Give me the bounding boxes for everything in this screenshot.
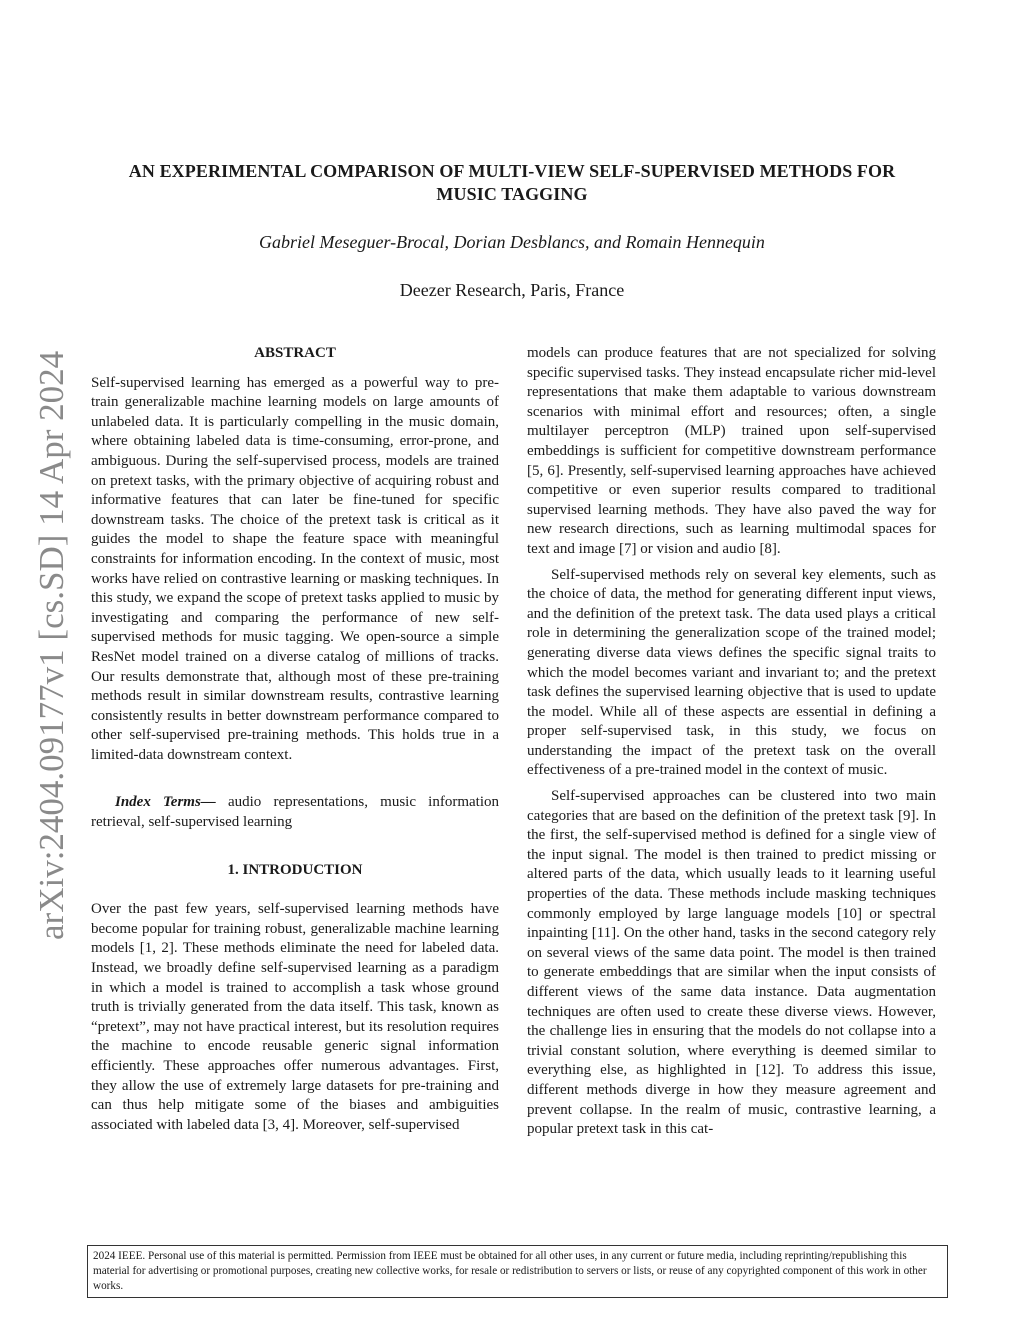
arxiv-identifier-stamp: arXiv:2404.09177v1 [cs.SD] 14 Apr 2024: [32, 350, 71, 940]
introduction-paragraph-2: Self-supervised methods rely on several key elements, such as the choice of data, the method for generating different input views, and the definition of the pretext task. The data used plays a critical role in determining the generalization scope of the trained model; generating diverse data views defines the specific signal traits to which the model becomes variant and invariant to; and the pretext task defines the supervised learning objective that is used to update the model. While all of these aspects are essential in defining a proper self-supervised task, in this study, we focus on understanding the impact of the pretext task on the overall effectiveness of a pre-trained model in the context of music.: [527, 566, 936, 779]
paper-title: [80, 160, 944, 206]
index-terms-text: audio representations, music information retrieval, self-supervised learning: [91, 794, 499, 831]
abstract-text: Self-supervised learning has emerged as a powerful way to pre-train generalizable machine learning models on large amounts of unlabeled data. It is particularly compelling in the music domain, where obtaining labeled data is time-consuming, error-prone, and ambiguous. During the self-supervised process, models are trained on pretext tasks, with the primary objective of acquiring robust and informative features that can later be fine-tuned for specific downstream tasks. The choice of the pretext task is critical as it guides the model to shape the feature space with meaningful constraints for information encoding. In the context of music, most works have relied on contrastive learning or masking techniques. In this study, we expand the scope of pretext tasks applied to music by investigating and comparing the performance of new self-supervised methods for music tagging. We open-source a simple ResNet model trained on a diverse catalog of millions of tracks. Our results demonstrate that, although most of these pre-training methods result in similar downstream results, contrastive learning consistently results in better downstream performance compared to other self-supervised pre-training methods. This holds true in a limited-data downstream context.: [91, 374, 499, 763]
right-column: [527, 344, 936, 1140]
introduction-paragraph-1: Over the past few years, self-supervised learning methods have become popular for training robust, generalizable machine learning models [1, 2]. These methods eliminate the need for labeled data. Instead, we broadly define self-supervised learning as a paradigm in which a model is trained to accomplish a task whose ground truth is trivially generated from the data itself. This task, known as “pretext”, may not have practical interest, but its resolution requires the machine to encode reusable generic signal information efficiently. These approaches offer numerous advantages. First, they allow the use of extremely large datasets for pre-training and can thus help mitigate some of the biases and ambiguities associated with labeled data [3, 4]. Moreover, self-supervised: [91, 901, 499, 1133]
introduction-paragraph-3: Self-supervised approaches can be clustered into two main categories that are based on the definition of the pretext task [9]. In the first, the self-supervised method is defined for a single view of the input signal. The model is then trained to predict missing or altered parts of the data, which usually leads to it learning useful properties of the data. These methods include masking techniques commonly employed by large language models [10] or spectral inpainting [11]. On the other hand, tasks in the second category rely on several views of the same data point. The model is then trained to generate embeddings that are similar when the input consists of different views of the same data instance. Data augmentation techniques are often used to create these diverse views. However, the challenge lies in ensuring that the models do not collapse into a trivial constant solution, where everything is deemed similar to everything else, as highlighted in [12]. To address this issue, different methods diverge in how they measure agreement and prevent collapse. In the realm of music, contrastive learning, a popular pretext task in this cat-: [527, 788, 936, 1138]
index-terms-label: Index Terms—: [115, 794, 216, 811]
introduction-paragraph-1-continued: models can produce features that are not specialized for solving specific supervised tasks. They instead encapsulate richer mid-level representations that make them adaptable to various downstream scenarios with minimal effort and resources; often, a single multilayer perceptron (MLP) trained upon self-supervised embeddings is sufficient for competitive downstream performance [5, 6]. Presently, self-supervised learning approaches have achieved competitive or even superior results compared to traditional supervised learning methods. They have also paved the way for new research directions, such as learning multimodal spaces for text and image [7] or vision and audio [8].: [527, 345, 936, 557]
paper-title-line-2: MUSIC TAGGING: [436, 184, 588, 204]
copyright-notice: 2024 IEEE. Personal use of this material is permitted. Permission from IEEE must be obtained for all other uses, in any current or future media, including reprinting/republishing this material for advertising or promotional purposes, creating new collective works, for resale or redistribution to servers or lists, or reuse of any copyrighted component of this work in other works.: [87, 1245, 948, 1298]
paper-affiliation: Deezer Research, Paris, France: [399, 280, 625, 300]
paper-authors: Gabriel Meseguer-Brocal, Dorian Desblancs, and Romain Hennequin: [259, 232, 765, 252]
left-column: [91, 344, 499, 1135]
introduction-heading: 1. INTRODUCTION: [227, 861, 363, 878]
paper-title-line-1: AN EXPERIMENTAL COMPARISON OF MULTI-VIEW SELF-SUPERVISED METHODS FOR: [128, 161, 896, 181]
index-terms: [91, 793, 499, 832]
abstract-heading: ABSTRACT: [254, 345, 336, 361]
